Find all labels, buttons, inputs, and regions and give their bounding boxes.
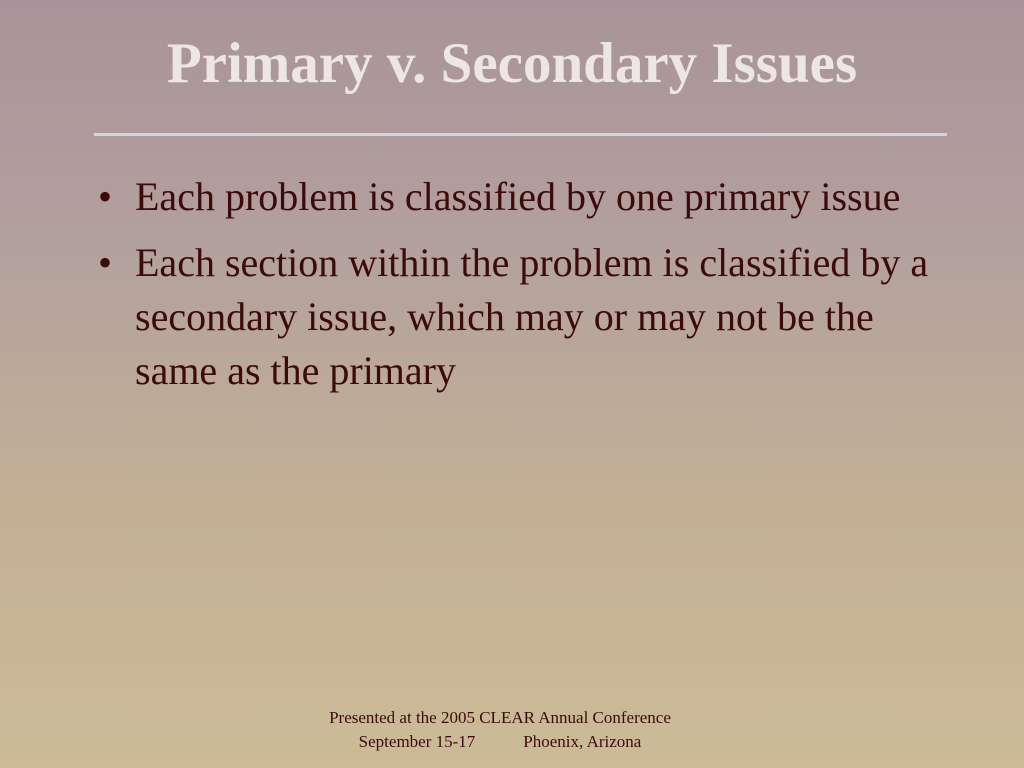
footer-location: Phoenix, Arizona (523, 732, 642, 751)
footer-dates: September 15-17 (358, 732, 476, 751)
bullet-text: Each section within the problem is classified by a secondary issue, which may or may not be the same as the primary (135, 240, 929, 393)
bullet-text: Each problem is classified by one primary issue (135, 174, 901, 219)
bullet-list (98, 170, 938, 410)
footer (0, 706, 1000, 754)
footer-conference: Presented at the 2005 CLEAR Annual Conference (329, 708, 671, 727)
footer-details (0, 730, 1000, 754)
bullet-marker: • (98, 240, 113, 285)
bullet-marker: • (98, 174, 113, 219)
slide-title: Primary v. Secondary Issues (166, 32, 858, 95)
title-divider (94, 133, 947, 136)
bullet-item (98, 236, 938, 398)
bullet-item (98, 170, 938, 224)
